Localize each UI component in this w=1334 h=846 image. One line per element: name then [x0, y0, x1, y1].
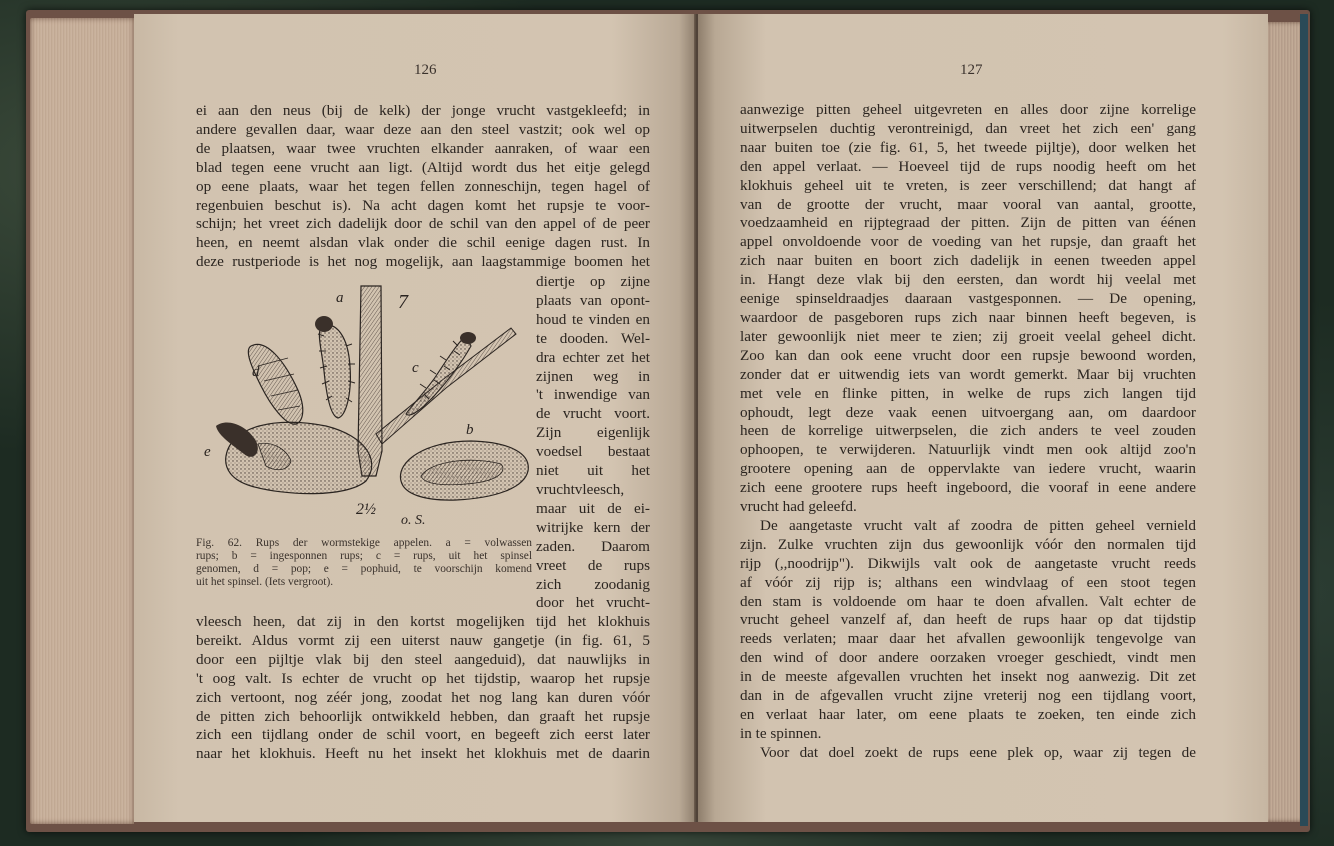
left-side-line: zijnen weg in [536, 367, 650, 385]
figure-scale-label: 2½ [356, 501, 376, 518]
figure-62-illustration [196, 276, 536, 531]
right-body-line: zich eene grootere rups heeft ingeboord, die vooraf in eene andere [740, 479, 1196, 497]
right-body-line: naar buiten toe (zie fig. 61, 5, het tweede pijltje), door welken het [740, 138, 1196, 156]
left-side-line: zaden. Daarom [536, 537, 650, 555]
right-body-line: grootere opening aan de oppervlakte van iedere vrucht, waarin [740, 460, 1196, 478]
left-bottom-line: naar het klokhuis. Heeft nu het insekt het klokhuis met de daarin [196, 745, 650, 763]
left-side-line: voedsel bestaat [536, 443, 650, 461]
right-body-line: uitwerpselen duchtig verontreinigd, dan vreet het zich een' gang [740, 119, 1196, 137]
left-bottom-line: zich vertoont, nog zéér jong, zoodat het nog lang kan duren vóór [196, 688, 650, 706]
left-side-line: vreet de rups [536, 556, 650, 574]
left-side-line: niet uit het [536, 462, 650, 480]
left-side-line: diertje op zijne [536, 273, 650, 290]
left-bottom-line: de pitten zich behoorlijk ontwikkeld hebben, dan graaft het rupsje [196, 707, 650, 725]
right-body-line: dan in de afgevallen vrucht zijne vreterij nog een tijdlang voort, [740, 687, 1196, 705]
left-top-line: ei aan den neus (bij de kelk) der jonge vrucht vastgekleefd; in [196, 102, 650, 119]
cover-edge-right [1300, 14, 1308, 826]
left-bottom-line: vleesch heen, dat zij in den kortst mogelijken tijd het klokhuis [196, 613, 650, 630]
page-edges-left [30, 18, 134, 824]
larva-a-drawing [315, 316, 355, 418]
caption-line: genomen, d = pop; e = pophuid, te voorschijn komend [196, 563, 532, 575]
left-bottom-line: bereikt. Aldus vormt zij een uiterst nauw gangetje (in fig. 61, 5 [196, 631, 650, 649]
left-top-line: regenbuien beschut is). Na acht dagen komt het rupsje te voor- [196, 196, 650, 214]
left-side-line: dra echter zet het [536, 348, 650, 366]
figure-label-d: d [252, 364, 260, 380]
right-body-line: in te spinnen. [740, 724, 822, 742]
left-side-line: zich zoodanig [536, 575, 650, 593]
caption-line: rups; b = ingesponnen rups; c = rups, uit het spinsel [196, 550, 532, 562]
left-side-line: de vrucht voort. [536, 405, 650, 423]
left-page-number: 126 [414, 62, 437, 78]
left-top-line: op eene plaats, waar het tegen fellen zonneschijn, tegen hagel of [196, 177, 650, 195]
left-side-line: vruchtvleesch, [536, 480, 625, 498]
right-body-line: zonder dat er uitwendig iets van wordt gemerkt. Maar bij vruchten [740, 365, 1196, 383]
right-body-line: reeds verlaten; maar daar het afvallen gewoonlijk tengevolge van [740, 630, 1196, 648]
left-top-line: andere gevallen daar, waar deze aan den steel vastzit; ook wel op [196, 120, 650, 138]
right-body-line: vrucht geheel vanzelf af, dan heeft de rups haar op dat tijdstip [740, 611, 1196, 629]
caption-line: Fig. 62. Rups der wormstekige appelen. a = volwassen [196, 537, 532, 549]
left-bottom-line: 't oog valt. Is echter de vrucht op het tijdstip, waarop het rupsje [196, 669, 650, 687]
right-page [698, 14, 1268, 822]
right-body-line: aanwezige pitten geheel uitgevreten en alles door zijne korrelige [740, 101, 1196, 118]
right-body-line: Voor dat doel zoekt de rups eene plek op, waar zij tegen de [760, 743, 1196, 761]
figure-signature: o. S. [401, 513, 426, 528]
figure-label-7: 7 [398, 291, 408, 313]
right-body-line: den wind of door andere oorzaken vroeger geschiedt, vindt men [740, 649, 1196, 667]
figure-label-b: b [466, 422, 474, 438]
cocoon-b-drawing [400, 441, 528, 500]
right-body-line: van de grootte der vrucht, maar vooral van aantal, grootte, [740, 195, 1196, 213]
right-body-line: met vele en flinke pitten, in welke de rups zich langen tijd [740, 384, 1196, 402]
right-body-text [740, 101, 1196, 763]
right-page-number: 127 [960, 62, 983, 78]
figure-62-caption [196, 537, 532, 589]
right-body-line: den appel verlaat. — Hoeveel tijd de rups noodig heeft om het [740, 157, 1196, 175]
right-body-line: zich naar buiten en boort zich dadelijk in eenen tweeden appel [740, 252, 1196, 270]
left-side-line: te dooden. Wel- [536, 329, 650, 347]
left-side-line: 't inwendige van [536, 386, 650, 404]
right-body-line: De aangetaste vrucht valt af zoodra de pitten geheel vernield [760, 516, 1196, 534]
left-bottom-line: door een pijltje vlak bij den steel aangeduid), dat nauwlijks in [196, 650, 650, 668]
right-body-line: ophoopen, te verwijderen. Natuurlijk vindt men ook altijd zoo'n [740, 441, 1196, 459]
figure-label-a: a [336, 290, 344, 306]
page-edges-right [1266, 22, 1304, 822]
right-body-line: rijp (,,noodrijp"). Dikwijls valt ook de aangetaste vrucht reeds [740, 554, 1196, 572]
left-top-line: schijn; het vreet zich dadelijk door de schil van den appel of de peer [196, 215, 650, 233]
right-body-line: Zoo kan dan ook eene vrucht door een rupsje bewoond worden, [740, 346, 1196, 364]
left-top-line: de plaatsen, waar twee vruchten elkander aanraken, of waar een [196, 139, 650, 157]
left-top-line: blad tegen eene vrucht aan ligt. (Altijd wordt dus het eitje gelegd [196, 158, 650, 176]
left-top-line: heen, en neemt alsdan vlak onder die schil eenige dagen rust. In [196, 234, 650, 252]
right-body-line: in. Hangt deze vlak bij den eersten, dan wordt hij veelal met [740, 271, 1196, 289]
figure-label-c: c [412, 360, 419, 376]
left-side-line: door het vrucht- [536, 594, 650, 612]
right-body-line: klokhuis geheel uit te vreten, is zeer verschillend; dat hangt af [740, 176, 1196, 194]
right-body-line: eenige spinseldraadjes daaraan vastgesponnen. — De opening, [740, 290, 1196, 308]
figure-label-e: e [204, 444, 211, 460]
right-body-line: den stam is voldoende om haar te doen afvallen. Valt echter de [740, 592, 1196, 610]
left-bottom-paragraph [196, 613, 650, 764]
pupa-d-drawing [248, 344, 302, 424]
right-body-line: later gewoonlijk niet meer te zien; zij groeit veelal geheel dicht. [740, 327, 1196, 345]
right-body-line: en verlaat haar later, om eene plaats te zoeken, ten einde zich [740, 706, 1196, 723]
left-side-line: plaats van opont- [536, 291, 650, 309]
caption-line: uit het spinsel. (Iets vergroot). [196, 576, 334, 588]
left-side-line: maar uit de ei- [536, 499, 650, 517]
left-top-line: deze rustperiode is het nog mogelijk, aan laagstammige boomen het [196, 253, 650, 271]
left-page [134, 14, 696, 822]
left-bottom-line: zich een tijdlang onder de schil voort, en begeeft zich eerst later [196, 726, 650, 744]
left-side-column [536, 273, 650, 613]
right-body-line: heen de korrelige uitwerpselen, die zich anders te veel zouden [740, 422, 1196, 440]
right-body-line: voedzaamheid en rijptegraad der pitten. Zijn de pitten van éénen [740, 214, 1196, 232]
cocoon-e-drawing [216, 422, 372, 493]
left-side-line: witrijke kern der [536, 518, 650, 536]
left-side-line: Zijn eigenlijk [536, 424, 650, 442]
right-body-line: in de meeste afgevallen vruchten het insekt nog aanwezig. Dit zet [740, 668, 1196, 686]
right-body-line: ophoudt, legt deze vaak eenen uitvoergang aan, om daardoor [740, 403, 1196, 421]
right-body-line: zijn. Zulke vruchten zijn dus gewoonlijk vóór den normalen tijd [740, 535, 1196, 553]
left-top-paragraph [196, 102, 650, 272]
left-side-line: houd te vinden en [536, 310, 650, 328]
right-body-line: appel onvoldoende voor de voeding van het rupsje, dan graaft het [740, 233, 1196, 251]
right-body-line: af vóór zij rijp is; althans een windvlaag of een stoot tegen [740, 573, 1196, 591]
right-body-line: waardoor de pasgeboren rups zich naar binnen heeft begeven, is [740, 308, 1196, 326]
right-body-line: vrucht had geleefd. [740, 498, 857, 516]
